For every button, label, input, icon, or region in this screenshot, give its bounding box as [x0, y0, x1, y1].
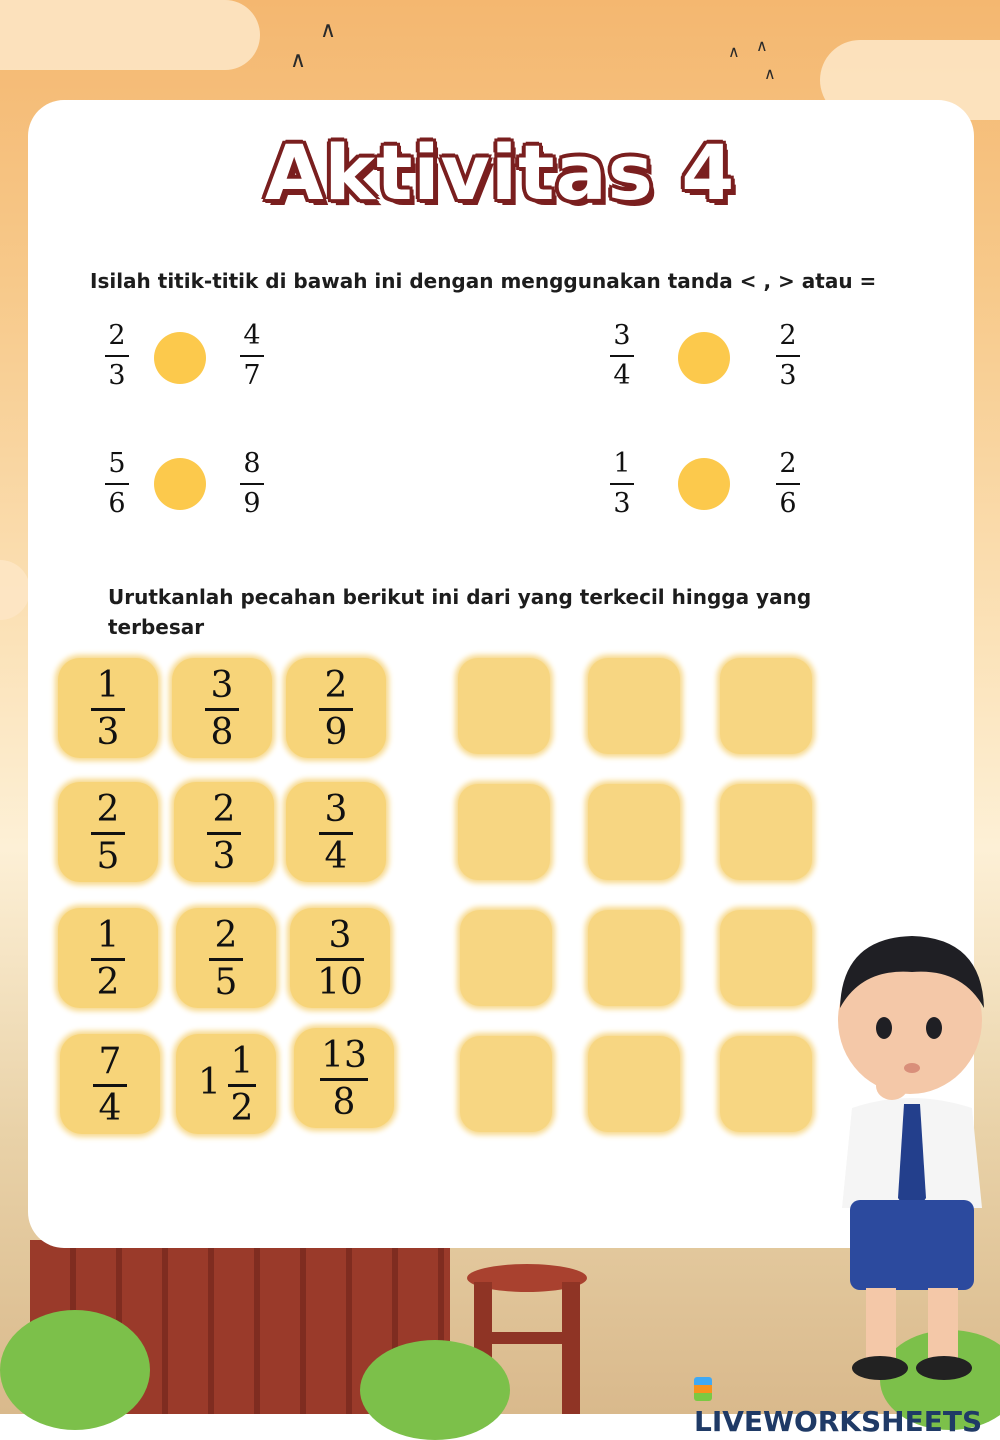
bird-icon: ∧	[290, 48, 307, 73]
compare-3-right-fraction: 8 9	[227, 448, 277, 520]
answer-slot[interactable]	[588, 1036, 680, 1132]
bush-illustration	[0, 1310, 150, 1430]
bird-icon: ∧	[320, 18, 337, 43]
answer-slot[interactable]	[588, 784, 680, 880]
compare-2-left-fraction: 3 4	[597, 320, 647, 392]
order-tile[interactable]: 1 3	[58, 658, 158, 758]
bush-illustration	[360, 1340, 510, 1440]
answer-slot[interactable]	[458, 658, 550, 754]
order-tile[interactable]: 7 4	[60, 1034, 160, 1134]
answer-slot[interactable]	[720, 658, 812, 754]
answer-slot[interactable]	[720, 1036, 812, 1132]
order-tile[interactable]: 3 10	[290, 908, 390, 1008]
answer-slot[interactable]	[720, 910, 812, 1006]
compare-2-answer-circle[interactable]	[678, 332, 730, 384]
answer-slot[interactable]	[588, 910, 680, 1006]
answer-slot[interactable]	[588, 658, 680, 754]
order-tile[interactable]: 2 5	[176, 908, 276, 1008]
compare-2-right-fraction: 2 3	[763, 320, 813, 392]
cloud	[0, 0, 260, 70]
compare-4-left-fraction: 1 3	[597, 448, 647, 520]
compare-4-right-fraction: 2 6	[763, 448, 813, 520]
compare-3-left-fraction: 5 6	[92, 448, 142, 520]
liveworksheets-logo: LIVEWORKSHEETS	[694, 1372, 1000, 1438]
order-tile[interactable]: 1 1 2	[176, 1034, 276, 1134]
order-tile[interactable]: 1 2	[58, 908, 158, 1008]
answer-slot[interactable]	[720, 784, 812, 880]
compare-4-answer-circle[interactable]	[678, 458, 730, 510]
thinking-boy-illustration	[822, 928, 992, 1388]
order-tile[interactable]: 2 3	[174, 782, 274, 882]
page-title: Aktivitas 4	[264, 128, 736, 217]
compare-instruction: Isilah titik-titik di bawah ini dengan menggunakan tanda < , > atau =	[90, 269, 877, 293]
order-tile[interactable]: 13 8	[294, 1028, 394, 1128]
compare-1-left-fraction: 2 3	[92, 320, 142, 392]
bird-icon: ∧	[756, 36, 768, 55]
order-tile[interactable]: 2 9	[286, 658, 386, 758]
cloud	[0, 560, 30, 620]
bird-icon: ∧	[728, 42, 740, 61]
order-tile[interactable]: 3 4	[286, 782, 386, 882]
answer-slot[interactable]	[460, 1036, 552, 1132]
answer-slot[interactable]	[460, 910, 552, 1006]
compare-3-answer-circle[interactable]	[154, 458, 206, 510]
order-tile[interactable]: 2 5	[58, 782, 158, 882]
order-instruction: Urutkanlah pecahan berikut ini dari yang terkecil hingga yang terbesar	[108, 585, 812, 639]
answer-slot[interactable]	[458, 784, 550, 880]
compare-1-answer-circle[interactable]	[154, 332, 206, 384]
compare-1-right-fraction: 4 7	[227, 320, 277, 392]
bird-icon: ∧	[764, 64, 776, 83]
order-tile[interactable]: 3 8	[172, 658, 272, 758]
